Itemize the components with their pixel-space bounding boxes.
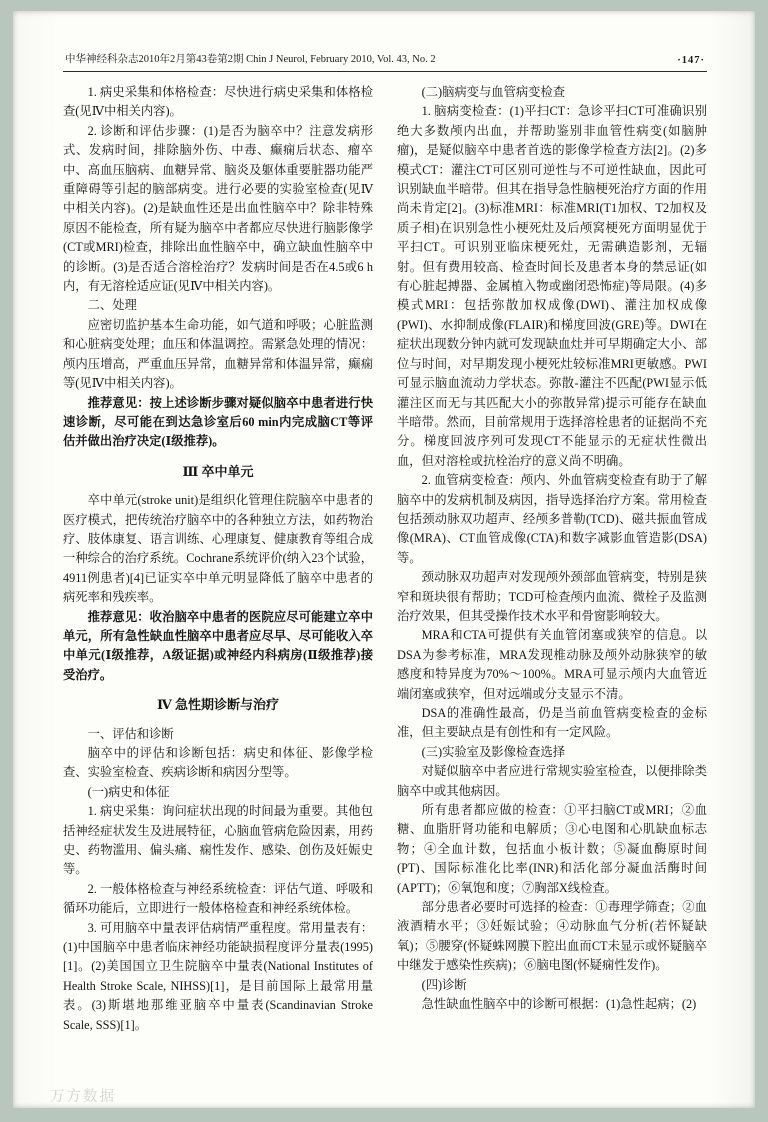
paragraph: 2. 诊断和评估步骤：(1)是否为脑卒中？注意发病形式、发病时间，排除脑外伤、中毒、癫痫后状态、瘤卒中、高血压脑病、血糖异常、脑炎及躯体重要脏器功能严重障碍等引起的脑部病变。进行必要的实验室检查(见Ⅳ中相关内容)。(2)是缺血性还是出血性脑卒中？除非特殊原因不能检查，所有疑为脑卒中者都应尽快进行脑影像学(CT或MRI)检查，排除出血性脑卒中，确立缺血性脑卒中的诊断。(3)是否适合溶栓治疗？发病时间是否在4.5或6 h内，有无溶栓适应证(见Ⅳ中相关内容)。 — [63, 123, 373, 294]
journal-title-line: 中华神经科杂志2010年2月第43卷第2期 Chin J Neurol, February 2010, Vol. 43, No. 2 — [65, 54, 436, 65]
section-heading: Ⅳ 急性期诊断与治疗 — [156, 697, 279, 713]
paragraph: 脑卒中的评估和诊断包括：病史和体征、影像学检查、实验室检查、疾病诊断和病因分型等。 — [63, 746, 373, 780]
paragraph: (二)脑病变与血管病变检查 — [421, 85, 566, 99]
paragraph: MRA和CTA可提供有关血管闭塞或狭窄的信息。以DSA为参考标准，MRA发现椎动脉及颅外动脉狭窄的敏感度和特异度为70%～100%。MRA可显示颅内大血管近端闭塞或狭窄，但对远端或分支显示不清。 — [397, 628, 707, 701]
paragraph: 1. 脑病变检查：(1)平扫CT：急诊平扫CT可准确识别绝大多数颅内出血，并帮助鉴别非血管性病变(如脑肿瘤)，是疑似脑卒中患者首选的影像学检查方法[2]。(2)多模式CT：灌注CT可区别可逆性与不可逆性缺血，因此可识别缺血半暗带。但其在指导急性脑梗死治疗方面的作用尚未肯定[2]。(3)标准MRI：标准MRI(T1加权、T2加权及质子相)在识别急性小梗死灶及后颅窝梗死方面明显优于平扫CT。可识别亚临床梗死灶，无需碘造影剂，无辐射。但有费用较高、检查时间长及患者本身的禁忌证(如有心脏起搏器、金属植入物或幽闭恐怖症)等局限。(4)多模式MRI：包括弥散加权成像(DWI)、灌注加权成像(PWI)、水抑制成像(FLAIR)和梯度回波(GRE)等。DWI在症状出现数分钟内就可发现缺血灶并可早期确定大小、部位与时间，对早期发现小梗死灶较标准MRI更敏感。PWI可显示脑血流动力学状态。弥散-灌注不匹配(PWI显示低灌注区而无与其匹配大小的弥散异常)提示可能存在缺血半暗带。然而，目前常规用于选择溶栓患者的证据尚不充分。梯度回波序列可发现CT不能显示的无症状性微出血，但对溶栓或抗栓治疗的意义尚不明确。 — [397, 104, 707, 468]
paragraph: 部分患者必要时可选择的检查：①毒理学筛查；②血液酒精水平；③妊娠试验；④动脉血气分析(若怀疑缺氧)；⑤腰穿(怀疑蛛网膜下腔出血而CT未显示或怀疑脑卒中继发于感染性疾病)；⑥脑电图(怀疑痫性发作)。 — [397, 900, 707, 973]
paragraph: 应密切监护基本生命功能，如气道和呼吸；心脏监测和心脏病变处理；血压和体温调控。需紧急处理的情况：颅内压增高，严重血压异常，血糖异常和体温异常，癫痫等(见Ⅳ中相关内容)。 — [63, 317, 373, 391]
left-column — [63, 83, 373, 1058]
paragraph: 对疑似脑卒中者应进行常规实验室检查，以便排除类脑卒中或其他病因。 — [397, 764, 707, 798]
paragraph: 1. 病史采集：询问症状出现的时间最为重要。其他包括神经症状发生及进展特征，心脑血管病危险因素，用药史、药物滥用、偏头痛、痫性发作、感染、创伤及妊娠史等。 — [63, 804, 373, 877]
paragraph: 急性缺血性脑卒中的诊断可根据：(1)急性起病；(2) — [421, 997, 697, 1012]
page-header — [63, 51, 707, 72]
section-heading: Ⅲ 卒中单元 — [182, 463, 254, 479]
paragraph: 二、处理 — [87, 298, 137, 313]
paragraph: 2. 一般体格检查与神经系统检查：评估气道、呼吸和循环功能后，立即进行一般体格检查和神经系统体检。 — [63, 881, 373, 916]
paragraph: 一、评估和诊断 — [87, 726, 174, 741]
paragraph: 推荐意见：按上述诊断步骤对疑似脑卒中患者进行快速诊断，尽可能在到达急诊室后60 min内完成脑CT等评估并做出治疗决定(Ⅰ级推荐)。 — [63, 395, 373, 449]
paragraph: DSA的准确性最高，仍是当前血管病变检查的金标准，但主要缺点是有创性和有一定风险。 — [397, 706, 707, 740]
paragraph: 3. 可用脑卒中量表评估病情严重程度。常用量表有：(1)中国脑卒中患者临床神经功能缺损程度评分量表(1995)[1]。(2)美国国立卫生院脑卒中量表(National Institutes of Health Stroke Scale, NIHSS)[1]，是目前国际上最常用量表。(3)斯堪地那维亚脑卒中量表(Scandinavian Stroke Scale, SSS)[1]。 — [63, 920, 373, 1032]
paragraph: (四)诊断 — [421, 977, 467, 992]
journal-page — [13, 11, 755, 1108]
paragraph: (三)实验室及影像检查选择 — [421, 744, 566, 759]
paragraph: 所有患者都应做的检查：①平扫脑CT或MRI；②血糖、血脂肝肾功能和电解质；③心电图和心肌缺血标志物；④全血计数，包括血小板计数；⑤凝血酶原时间(PT)、国际标准化比率(INR)和活化部分凝血活酶时间(APTT)；⑥氧饱和度；⑦胸部X线检查。 — [397, 803, 707, 895]
paragraph: 2. 血管病变检查：颅内、外血管病变检查有助于了解脑卒中的发病机制及病因，指导选择治疗方案。常用检查包括颈动脉双功超声、经颅多普勒(TCD)、磁共振血管成像(MRA)、CT血管成像(CTA)和数字减影血管造影(DSA)等。 — [397, 473, 707, 565]
paragraph: 颈动脉双功超声对发现颅外颈部血管病变，特别是狭窄和斑块很有帮助；TCD可检查颅内血流、微栓子及监测治疗效果，但其受操作技术水平和骨窗影响较大。 — [397, 570, 707, 623]
paragraph: 推荐意见：收治脑卒中患者的医院应尽可能建立卒中单元，所有急性缺血性脑卒中患者应尽早、尽可能收入卒中单元(Ⅰ级推荐，A级证据)或神经内科病房(Ⅱ级推荐)接受治疗。 — [63, 609, 373, 682]
paragraph: 1. 病史采集和体格检查：尽快进行病史采集和体格检查(见Ⅳ中相关内容)。 — [63, 85, 373, 119]
paragraph: (一)病史和体征 — [87, 784, 170, 799]
paragraph: 卒中单元(stroke unit)是组织化管理住院脑卒中患者的医疗模式，把传统治疗脑卒中的各种独立方法，如药物治疗、肢体康复、语言训练、心理康复、健康教育等组合成一种综合的治疗系统。Cochrane系统评价(纳入23个试验，4911例患者)[4]已证实卒中单元明显降低了脑卒中患者的病死率和残疾率。 — [63, 493, 373, 605]
page-number: ·147· — [677, 55, 705, 66]
article-body — [63, 83, 707, 1058]
right-column — [397, 83, 707, 1058]
wanfang-watermark: 万方数据 — [50, 1089, 116, 1105]
